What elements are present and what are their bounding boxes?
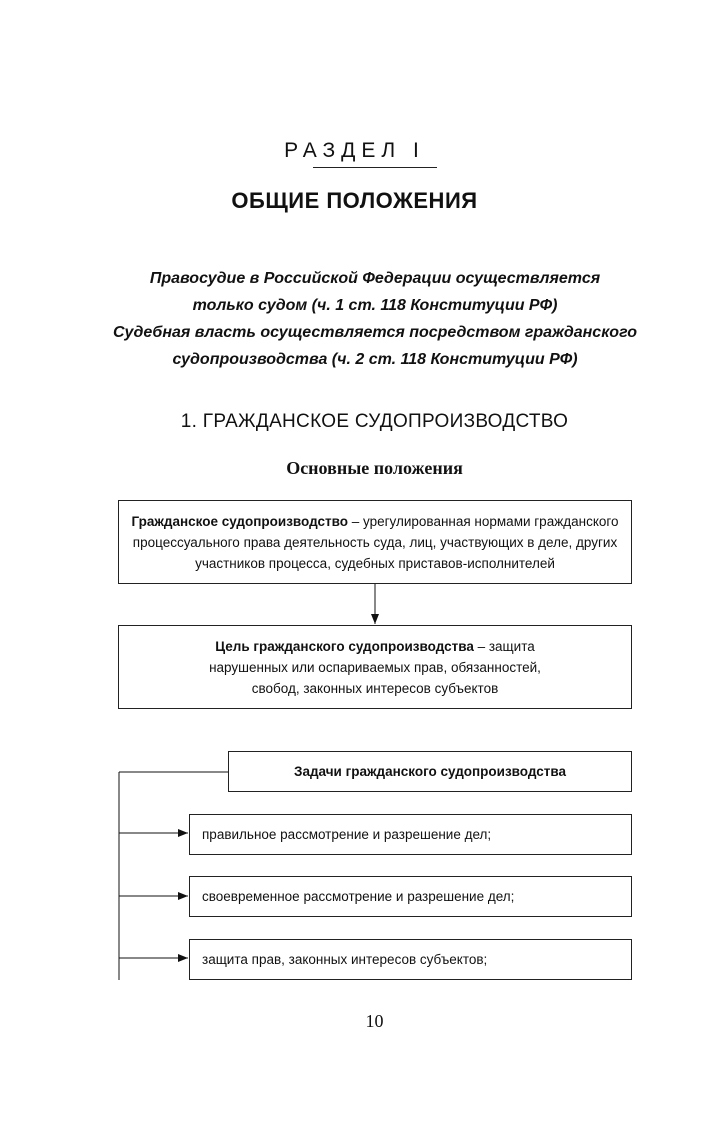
- definition-box: [118, 500, 632, 584]
- tasks-title: Задачи гражданского судопроизводства: [293, 764, 567, 779]
- epigraph-line: судопроизводства (ч. 2 ст. 118 Конституции РФ): [172, 351, 578, 368]
- page-number: 10: [365, 1011, 384, 1031]
- tasks-header-box: [228, 751, 632, 792]
- goal-box: [118, 625, 632, 709]
- epigraph-line: Судебная власть осуществляется посредством гражданского: [112, 324, 637, 341]
- epigraph-line: только судом (ч. 1 ст. 118 Конституции РФ): [192, 297, 558, 314]
- task-text: защита прав, законных интересов субъектов;: [202, 952, 488, 967]
- definition-term: Гражданское судопроизводство: [131, 514, 348, 529]
- task-text: правильное рассмотрение и разрешение дел;: [202, 827, 492, 842]
- task-box: [189, 939, 632, 980]
- chapter-title: 1. ГРАЖДАНСКОЕ СУДОПРОИЗВОДСТВО: [180, 411, 569, 432]
- section-title: ОБЩИЕ ПОЛОЖЕНИЯ: [231, 188, 478, 213]
- epigraph-line: Правосудие в Российской Федерации осуществляется: [149, 270, 601, 287]
- subsection-title: Основные положения: [286, 458, 463, 478]
- goal-term: Цель гражданского судопроизводства: [215, 639, 474, 654]
- section-label: РАЗДЕЛ I: [284, 139, 425, 162]
- task-box: [189, 814, 632, 855]
- goal-text: – защита: [473, 639, 535, 654]
- task-text: своевременное рассмотрение и разрешение дел;: [202, 889, 515, 904]
- definition-text: – урегулированная нормами гражданского процессуального права деятельность суда, лиц, участвующих в деле, других участников процесса, судебных приставов-исполнителей: [132, 514, 619, 571]
- goal-text: свобод, законных интересов субъектов: [251, 681, 499, 696]
- task-box: [189, 876, 632, 917]
- goal-text: нарушенных или оспариваемых прав, обязанностей,: [209, 660, 541, 675]
